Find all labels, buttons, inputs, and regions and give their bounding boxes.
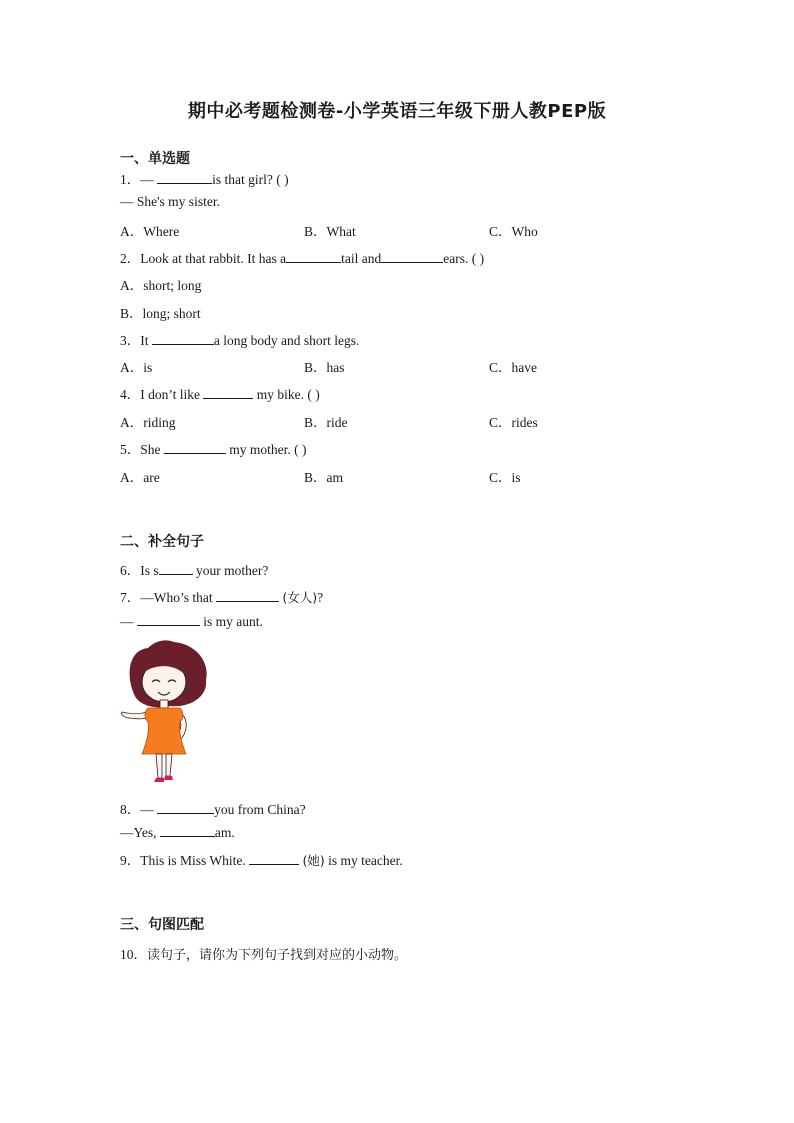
question-text: —Yes, bbox=[120, 825, 160, 840]
q4-option-c[interactable]: C．rides bbox=[489, 415, 538, 430]
question-text: a long body and short legs. bbox=[213, 333, 360, 348]
earring-right bbox=[184, 688, 187, 691]
section-heading-single-choice: 一、单选题 bbox=[120, 151, 190, 167]
answer-blank[interactable] bbox=[164, 441, 226, 454]
q4-option-b[interactable]: B．ride bbox=[304, 415, 348, 430]
q4-option-a[interactable]: A．riding bbox=[120, 415, 176, 430]
dash: — bbox=[140, 172, 154, 187]
question-1 bbox=[120, 168, 289, 188]
question-2 bbox=[120, 247, 484, 267]
question-text: my mother. bbox=[225, 442, 291, 457]
answer-blank[interactable] bbox=[157, 171, 212, 184]
q3-option-a[interactable]: A．is bbox=[120, 360, 153, 375]
answer-blank[interactable] bbox=[160, 824, 215, 837]
question-number: 6． bbox=[120, 563, 141, 578]
q2-option-b[interactable]: B．long; short bbox=[120, 306, 201, 321]
question-number: 3． bbox=[120, 333, 141, 348]
q5-option-c[interactable]: C．is bbox=[489, 470, 521, 485]
question-1-dialogue: — She's my sister. bbox=[120, 194, 220, 209]
answer-blank[interactable] bbox=[381, 250, 443, 263]
question-10 bbox=[120, 943, 407, 963]
question-text: ? bbox=[317, 590, 324, 605]
q5-option-a[interactable]: A．are bbox=[120, 470, 160, 485]
earring-left bbox=[140, 688, 143, 691]
question-7 bbox=[120, 586, 323, 606]
answer-blank[interactable] bbox=[216, 589, 279, 602]
q3-option-b[interactable]: B．has bbox=[304, 360, 345, 375]
dash: — bbox=[120, 614, 137, 629]
question-text: 读句子，请你为下列句子找到对应的小动物。 bbox=[147, 948, 408, 963]
question-number: 5． bbox=[120, 442, 141, 457]
right-shoe bbox=[164, 776, 173, 780]
left-leg bbox=[156, 754, 162, 778]
answer-blank[interactable] bbox=[249, 852, 299, 865]
answer-paren[interactable]: ( ) bbox=[294, 442, 307, 457]
answer-blank[interactable] bbox=[157, 801, 214, 814]
woman-illustration bbox=[118, 636, 218, 786]
question-text: you from China? bbox=[214, 802, 306, 817]
section-heading-picture-matching: 三、句图匹配 bbox=[120, 917, 204, 933]
answer-blank[interactable] bbox=[159, 562, 193, 575]
left-shoe bbox=[154, 778, 164, 782]
question-number: 2． bbox=[120, 251, 141, 266]
question-text: am. bbox=[214, 825, 235, 840]
question-text: Look at that rabbit. It has a bbox=[140, 251, 287, 266]
question-text: your mother? bbox=[192, 563, 269, 578]
question-number: 4． bbox=[120, 387, 141, 402]
question-text: tail and bbox=[341, 251, 382, 266]
question-text: is my aunt. bbox=[199, 614, 263, 629]
question-8-answer bbox=[120, 824, 235, 841]
question-text: Is s bbox=[140, 563, 159, 578]
question-6 bbox=[120, 559, 268, 579]
question-text: ears. bbox=[443, 251, 469, 266]
q1-option-c[interactable]: C．Who bbox=[489, 224, 538, 239]
q1-option-b[interactable]: B．What bbox=[304, 224, 356, 239]
question-text: It bbox=[140, 333, 152, 348]
dress bbox=[142, 708, 186, 754]
answer-blank[interactable] bbox=[137, 613, 200, 626]
q2-option-a[interactable]: A．short; long bbox=[120, 278, 202, 293]
question-number: 8． bbox=[120, 802, 141, 817]
question-number: 9． bbox=[120, 853, 141, 868]
answer-blank[interactable] bbox=[152, 332, 214, 345]
page-title: 期中必考题检测卷-小学英语三年级下册人教PEP版 bbox=[187, 101, 607, 122]
question-9 bbox=[120, 849, 403, 869]
answer-blank[interactable] bbox=[286, 250, 341, 263]
question-text: I don’t like bbox=[140, 387, 204, 402]
question-5 bbox=[120, 438, 307, 458]
dash: — bbox=[140, 802, 158, 817]
question-number: 7． bbox=[120, 590, 141, 605]
question-3 bbox=[120, 329, 359, 349]
question-text: is that girl? bbox=[212, 172, 273, 187]
q5-option-b[interactable]: B．am bbox=[304, 470, 343, 485]
neck bbox=[160, 700, 168, 708]
question-8 bbox=[120, 798, 306, 818]
right-leg bbox=[166, 754, 172, 776]
question-text: my bike. bbox=[253, 387, 304, 402]
answer-paren[interactable]: ( ) bbox=[276, 172, 289, 187]
chinese-hint: (女人) bbox=[282, 590, 318, 605]
question-number: 1． bbox=[120, 172, 141, 187]
q3-option-c[interactable]: C．have bbox=[489, 360, 537, 375]
answer-blank[interactable] bbox=[203, 386, 253, 399]
question-text: She bbox=[140, 442, 164, 457]
question-7-answer bbox=[120, 613, 263, 630]
question-4 bbox=[120, 383, 320, 403]
question-text: is my teacher. bbox=[324, 853, 403, 868]
chinese-hint: (她) bbox=[302, 853, 325, 868]
answer-paren[interactable]: ( ) bbox=[471, 251, 485, 266]
q1-option-a[interactable]: A．Where bbox=[120, 224, 180, 239]
question-text: This is Miss White. bbox=[140, 853, 250, 868]
question-number: 10． bbox=[120, 947, 147, 962]
section-heading-complete-sentences: 二、补全句子 bbox=[120, 534, 204, 550]
question-text: —Who’s that bbox=[140, 590, 216, 605]
answer-paren[interactable]: ( ) bbox=[307, 387, 320, 402]
